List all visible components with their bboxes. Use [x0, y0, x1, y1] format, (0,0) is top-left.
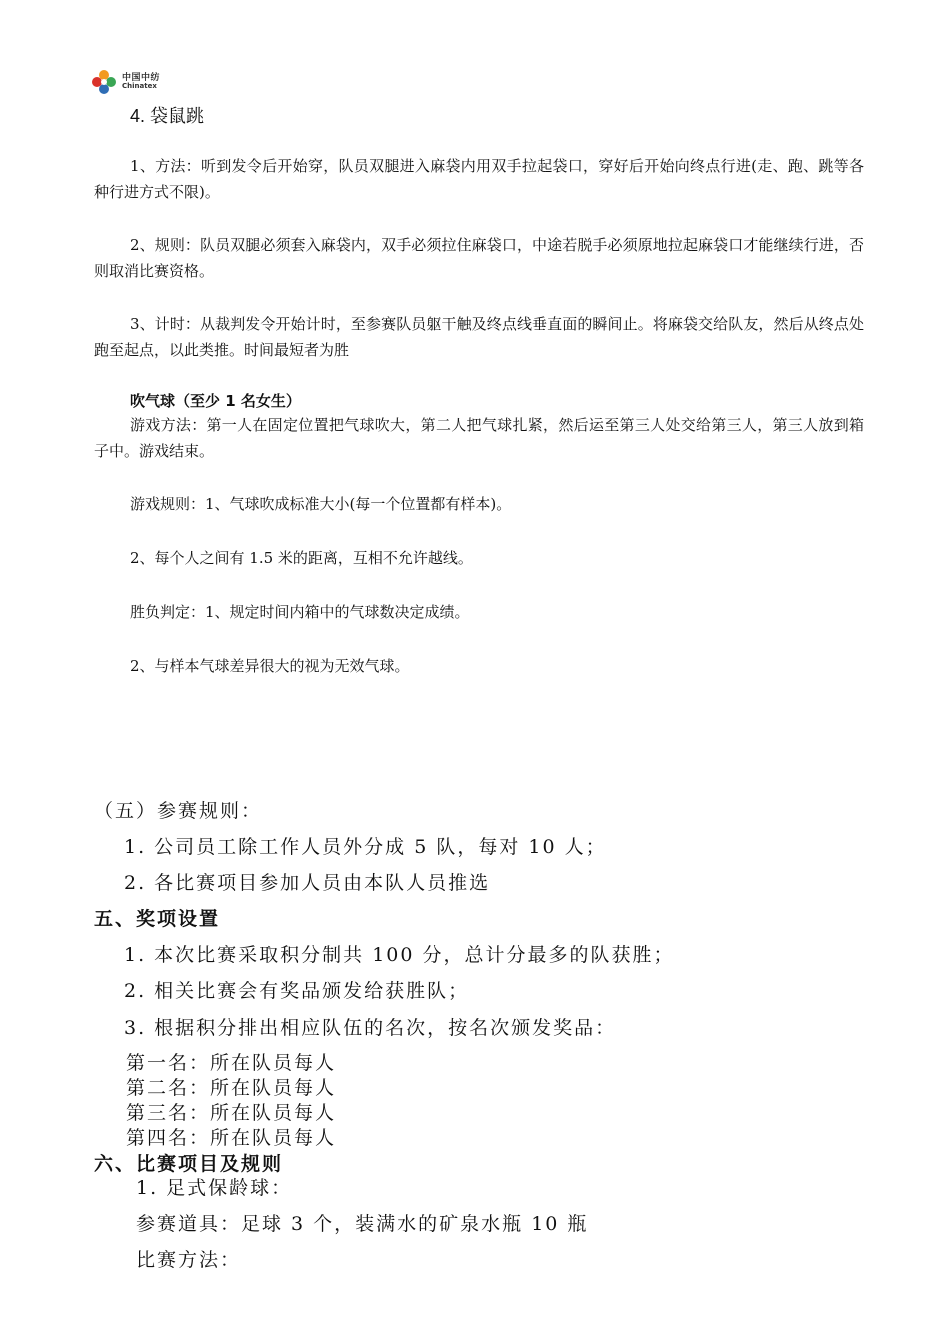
balloon-judge-1: 胜负判定：1、规定时间内箱中的气球数决定成绩。 [130, 603, 470, 621]
kangaroo-title: 4. 袋鼠跳 [130, 106, 205, 126]
awards-rank-2: 第二名：所在队员每人 [126, 1077, 337, 1099]
kangaroo-rules: 2、规则：队员双腿必须套入麻袋内，双手必须拉住麻袋口，中途若脱手必须原地拉起麻袋口才能继续行进，否则取消比赛资格。 [94, 236, 864, 280]
awards-item-2: 2. 相关比赛会有奖品颁发给获胜队； [124, 980, 470, 1002]
company-logo [90, 68, 160, 96]
balloon-rule-1: 游戏规则：1、气球吹成标准大小(每一个位置都有样本)。 [130, 495, 512, 513]
balloon-method: 游戏方法：第一人在固定位置把气球吹大，第二人把气球扎紧，然后运至第三人处交给第三人，第三人放到箱子中。游戏结束。 [94, 416, 864, 460]
awards-rank-3: 第三名：所在队员每人 [126, 1102, 337, 1124]
events-equipment: 参赛道具：足球 3 个，装满水的矿泉水瓶 10 瓶 [136, 1213, 589, 1235]
logo-cn-text: 中国中纺 [122, 73, 161, 83]
rules-section-title: （五）参赛规则： [94, 800, 263, 822]
chinatex-logo-icon [90, 68, 118, 96]
awards-title: 五、奖项设置 [94, 908, 221, 930]
kangaroo-method: 1、方法：听到发令后开始穿，队员双腿进入麻袋内用双手拉起袋口，穿好后开始向终点行进(走、跑、跳等各种行进方式不限)。 [94, 157, 864, 201]
balloon-judge-2: 2、与样本气球差异很大的视为无效气球。 [130, 657, 410, 675]
events-title: 六、比赛项目及规则 [94, 1153, 284, 1175]
events-method: 比赛方法： [136, 1249, 242, 1271]
rules-item-1: 1. 公司员工除工作人员外分成 5 队，每对 10 人； [124, 836, 607, 858]
kangaroo-timing: 3、计时：从裁判发令开始计时，至参赛队员躯干触及终点线垂直面的瞬间止。将麻袋交给队友，然后从终点处跑至起点，以此类推。时间最短者为胜 [94, 315, 864, 359]
awards-item-3: 3. 根据积分排出相应队伍的名次，按名次颁发奖品： [124, 1017, 617, 1039]
logo-en-text: Chinatex [122, 82, 157, 90]
awards-item-1: 1. 本次比赛采取积分制共 100 分，总计分最多的队获胜； [124, 944, 675, 966]
awards-rank-1: 第一名：所在队员每人 [126, 1052, 337, 1074]
balloon-rule-2: 2、每个人之间有 1.5 米的距离，互相不允许越线。 [130, 549, 473, 567]
balloon-title: 吹气球（至少 1 名女生） [130, 392, 301, 410]
awards-rank-4: 第四名：所在队员每人 [126, 1127, 337, 1149]
rules-item-2: 2. 各比赛项目参加人员由本队人员推选 [124, 872, 491, 894]
events-item-1: 1. 足式保龄球： [136, 1177, 293, 1199]
